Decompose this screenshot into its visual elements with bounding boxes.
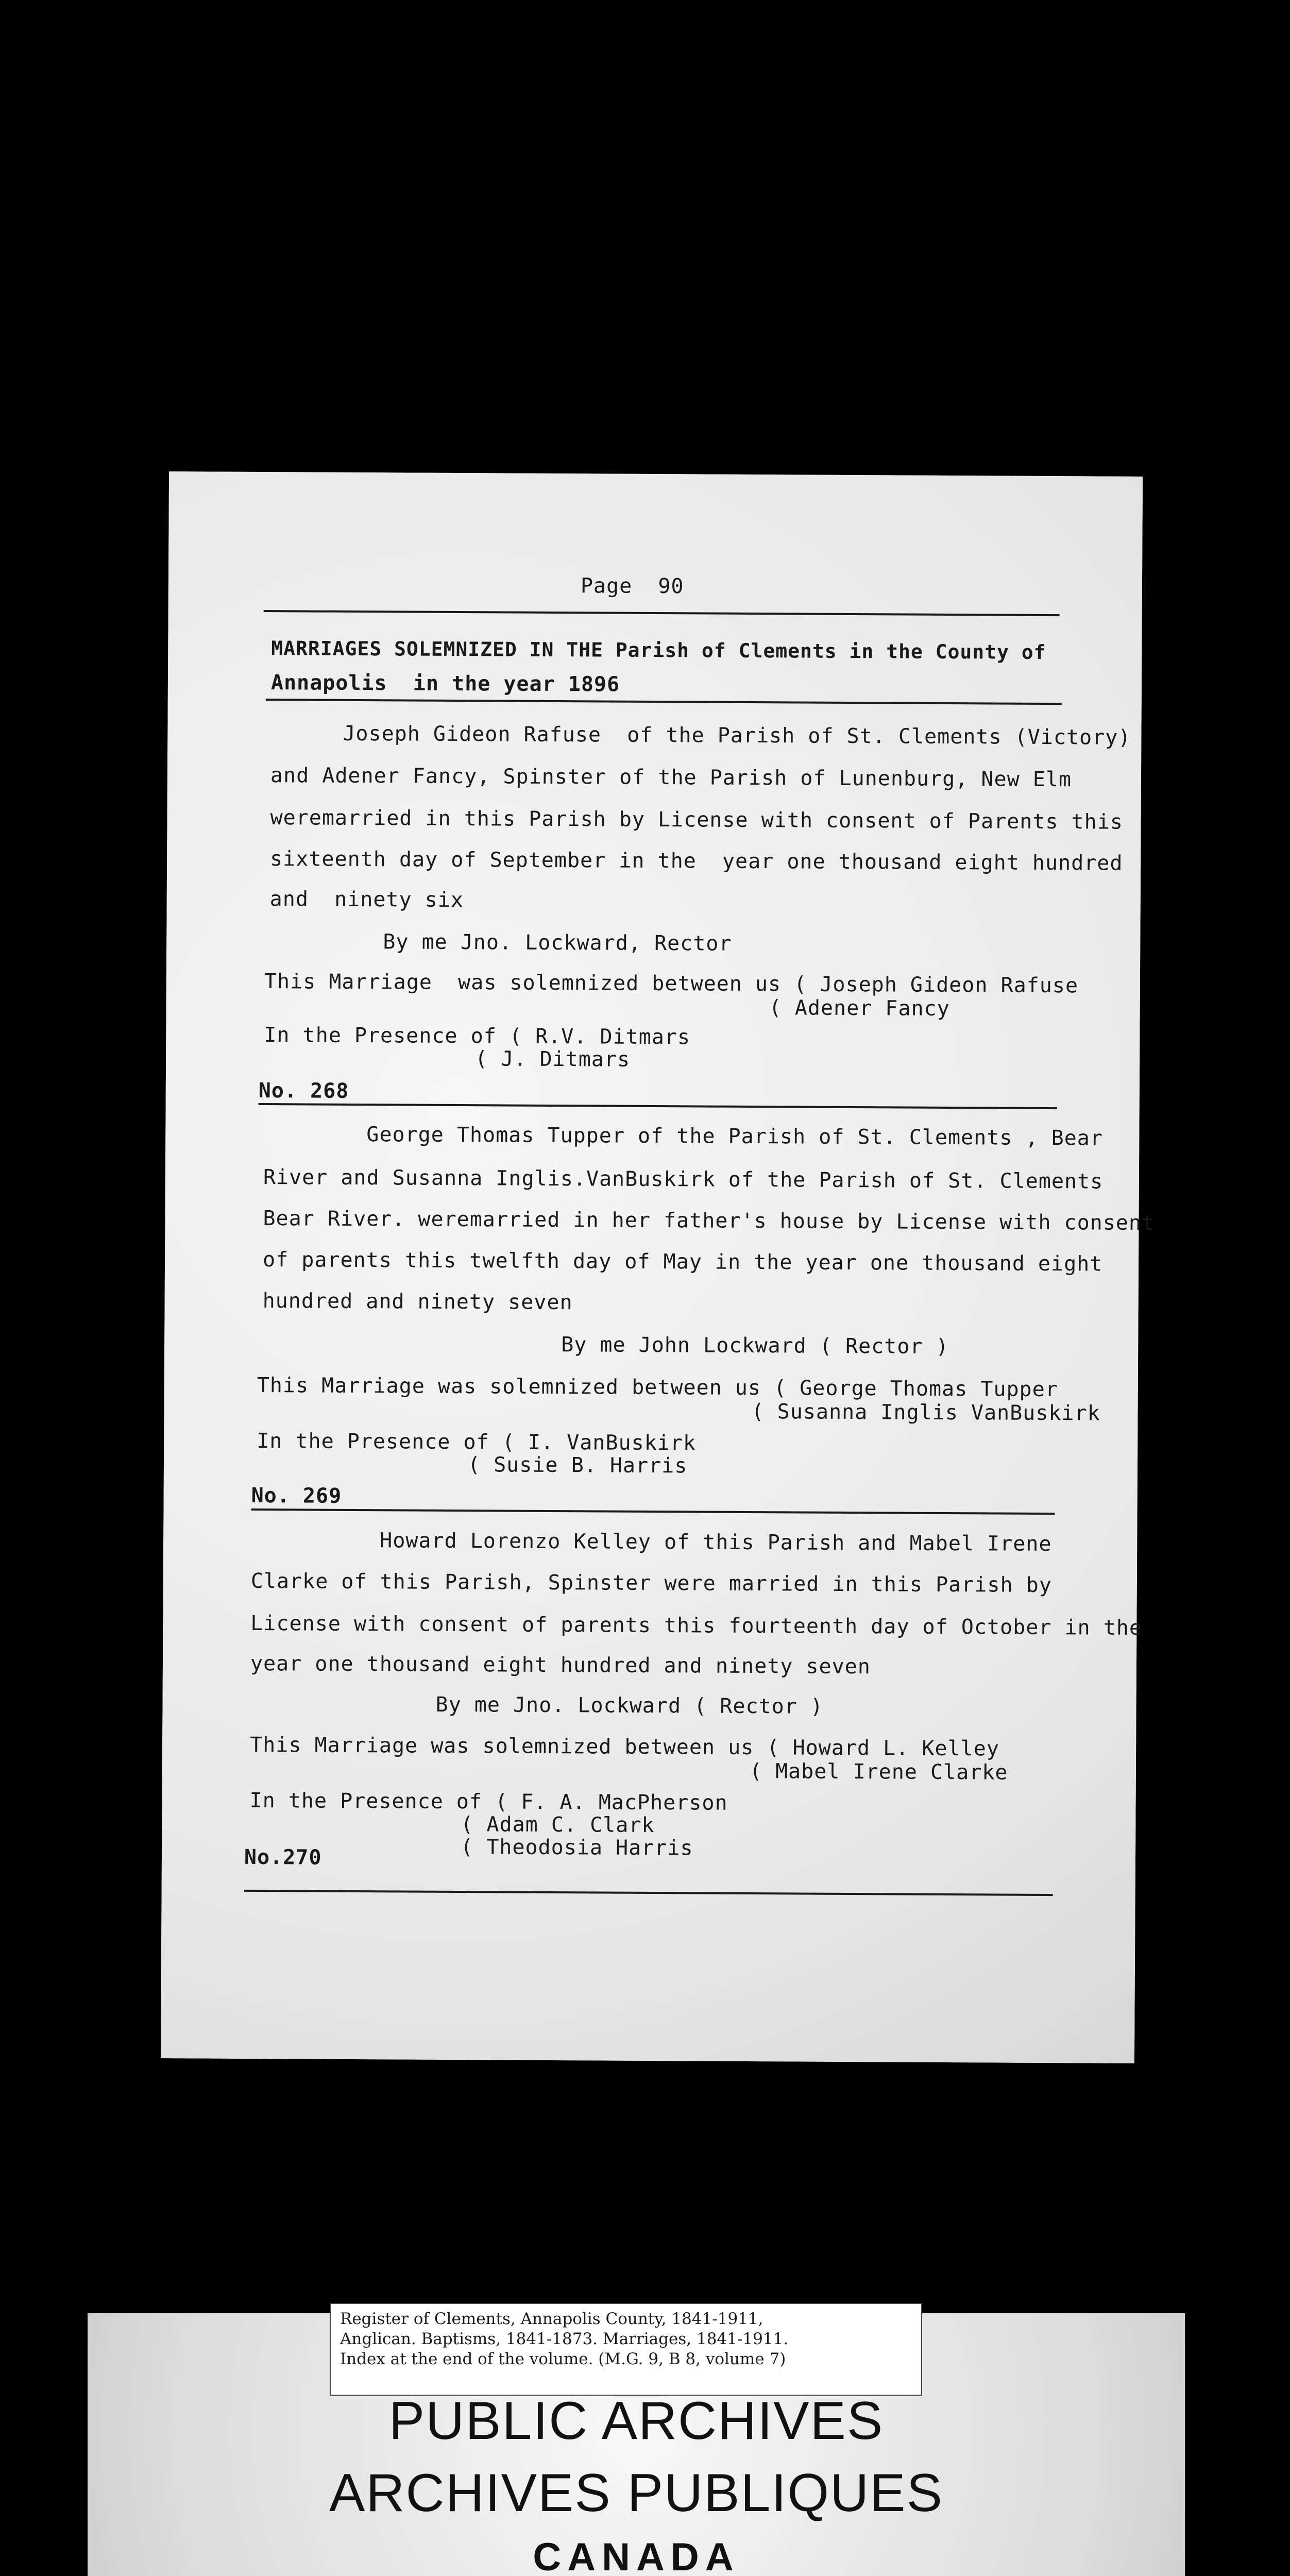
entry-3-solemnized: This Marriage was solemnized between us ( Howard L. Kelley <box>250 1733 1000 1761</box>
entry-3-witness-3: ( Theodosia Harris <box>460 1835 693 1860</box>
entry-1-number: No. 268 <box>258 1078 349 1103</box>
archives-title-fr: ARCHIVES PUBLIQUES <box>329 2463 943 2523</box>
entry-2-presence: In the Presence of ( I. VanBuskirk <box>257 1429 697 1455</box>
entry-1-line-3: weremarried in this Parish by License with consent of Parents this <box>270 806 1124 834</box>
rule <box>244 1890 1053 1896</box>
entry-2-number: No. 269 <box>251 1483 342 1508</box>
entry-3-officiant: By me Jno. Lockward ( Rector ) <box>435 1692 824 1719</box>
entry-1-officiant: By me Jno. Lockward, Rector <box>383 930 732 956</box>
entry-3-presence: In the Presence of ( F. A. MacPherson <box>249 1788 728 1815</box>
entry-2-solemnized-2: ( Susanna Inglis VanBuskirk <box>751 1400 1100 1426</box>
entry-1-solemnized: This Marriage was solemnized between us ( Joseph Gideon Rafuse <box>264 970 1079 998</box>
register-page <box>161 471 1155 2063</box>
entry-3-line-1: Howard Lorenzo Kelley of this Parish and Mabel Irene <box>380 1529 1052 1556</box>
entry-1-solemnized-2: ( Adener Fancy <box>769 996 950 1021</box>
rule <box>251 1509 1055 1515</box>
entry-2-officiant: By me John Lockward ( Rector ) <box>561 1333 949 1359</box>
rule <box>266 699 1062 705</box>
entry-2-line-1: George Thomas Tupper of the Parish of St. Clements , Bear <box>366 1123 1104 1150</box>
entry-3-witness-2: ( Adam C. Clark <box>461 1812 655 1838</box>
rule <box>259 1103 1057 1109</box>
entry-2-witness-2: ( Susie B. Harris <box>467 1453 688 1478</box>
entry-3-solemnized-2: ( Mabel Irene Clarke <box>749 1759 1008 1785</box>
archives-label-card <box>88 2310 1185 2576</box>
entry-2-solemnized: This Marriage was solemnized between us ( George Thomas Tupper <box>257 1373 1058 1402</box>
entry-3-line-3: License with consent of parents this fourteenth day of October in the <box>250 1611 1143 1640</box>
entry-2-line-3: Bear River. weremarried in her father's house by License with consent <box>263 1207 1155 1235</box>
slip-line-2: Anglican. Baptisms, 1841-1873. Marriages, 1841-1911. <box>340 2330 789 2348</box>
header-line-2: Annapolis in the year 1896 <box>270 671 620 697</box>
slip-line-1: Register of Clements, Annapolis County, 1841-1911, <box>340 2310 763 2328</box>
entry-2-line-2: River and Susanna Inglis.VanBuskirk of the Parish of St. Clements <box>263 1165 1104 1194</box>
entry-1-presence: In the Presence of ( R.V. Ditmars <box>264 1023 691 1049</box>
rule <box>264 610 1060 616</box>
entry-3-line-4: year one thousand eight hundred and ninety seven <box>250 1651 871 1679</box>
page-number: Page 90 <box>580 574 684 599</box>
archives-title-en: PUBLIC ARCHIVES <box>388 2391 884 2451</box>
entry-1-line-5: and ninety six <box>269 887 464 912</box>
entry-1-line-2: and Adener Fancy, Spinster of the Parish of Lunenburg, New Elm <box>270 764 1072 792</box>
entry-1-line-4: sixteenth day of September in the year one thousand eight hundred <box>270 847 1123 875</box>
header-line-1: MARRIAGES SOLEMNIZED IN THE Parish of Clements in the County of <box>271 637 1046 664</box>
entry-3-line-2: Clarke of this Parish, Spinster were married in this Parish by <box>250 1569 1052 1598</box>
register-slip <box>330 2303 922 2396</box>
entry-1-line-1: Joseph Gideon Rafuse of the Parish of St. Clements (Victory) <box>343 721 1131 750</box>
slip-line-3: Index at the end of the volume. (M.G. 9, B 8, volume 7) <box>340 2350 786 2368</box>
archives-country: CANADA <box>533 2535 740 2576</box>
entry-2-line-5: hundred and ninety seven <box>262 1289 573 1315</box>
entry-1-witness-2: ( J. Ditmars <box>474 1047 631 1072</box>
entry-2-line-4: of parents this twelfth day of May in the year one thousand eight <box>262 1248 1103 1276</box>
entry-3-number: No.270 <box>244 1845 322 1870</box>
